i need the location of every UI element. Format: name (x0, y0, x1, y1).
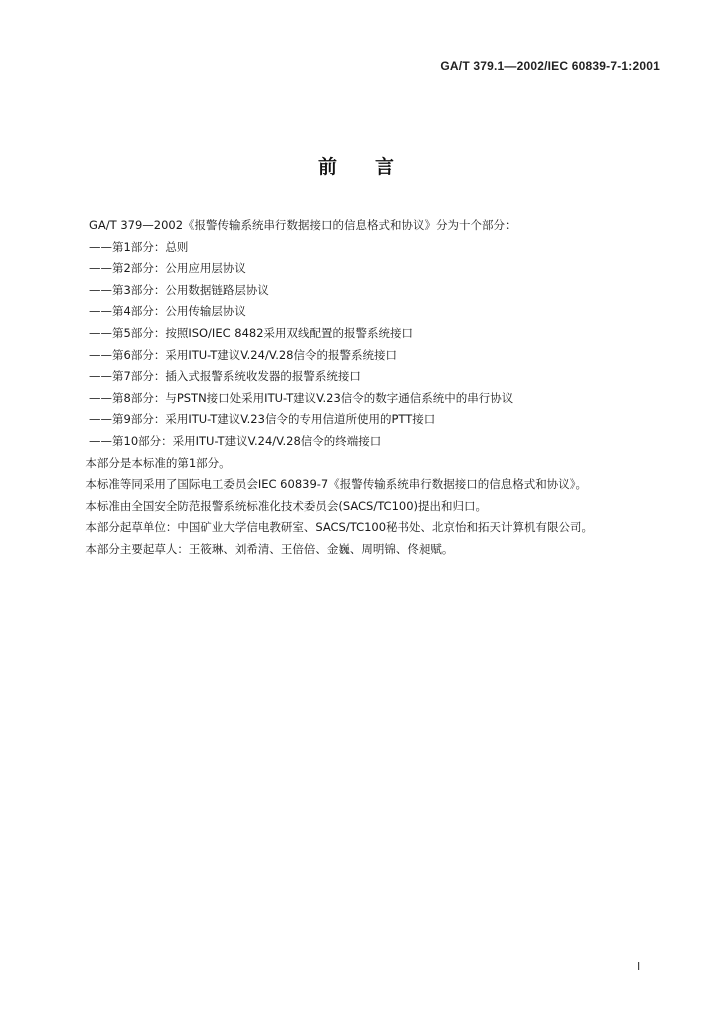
intro-paragraph: GA/T 379—2002《报警传输系统串行数据接口的信息格式和协议》分为十个部分： (89, 218, 517, 232)
parts-list (52, 237, 664, 453)
part-item-2: ——第2部分：公用应用层协议 (89, 261, 246, 276)
part-item-8: ——第8部分：与PSTN接口处采用ITU-T建议V.23信令的数字通信系统中的串行协议 (89, 390, 514, 405)
paragraph-part-statement: 本部分是本标准的第1部分。 (85, 455, 231, 470)
paragraph-drafting-units: 本部分起草单位：中国矿业大学信电教研室、SACS/TC100秘书处、北京怡和拓天计算机有限公司。 (85, 520, 594, 535)
part-item-1: ——第1部分：总则 (89, 239, 189, 254)
paragraph-drafters: 本部分主要起草人：王筱琳、刘希清、王倍倍、金巍、周明锦、佟昶赋。 (85, 541, 454, 556)
part-item-5: ——第5部分：按照ISO/IEC 8482采用双线配置的报警系统接口 (89, 325, 414, 340)
standard-number-header: GA/T 379.1—2002/IEC 60839-7-1:2001 (440, 59, 660, 73)
foreword-body (52, 215, 664, 561)
part-item-4: ——第4部分：公用传输层协议 (89, 304, 246, 319)
paragraph-proposer: 本标准由全国安全防范报警系统标准化技术委员会(SACS/TC100)提出和归口。 (85, 498, 488, 513)
page-number: I (637, 960, 641, 973)
part-item-10: ——第10部分：采用ITU-T建议V.24/V.28信令的终端接口 (89, 433, 382, 448)
part-item-6: ——第6部分：采用ITU-T建议V.24/V.28信令的报警系统接口 (89, 347, 397, 362)
page-title: 前言 (317, 156, 432, 178)
part-item-7: ——第7部分：插入式报警系统收发器的报警系统接口 (89, 369, 361, 384)
paragraph-adoption: 本标准等同采用了国际电工委员会IEC 60839-7《报警传输系统串行数据接口的信息格式和协议》。 (85, 477, 587, 492)
part-item-3: ——第3部分：公用数据链路层协议 (89, 282, 269, 297)
part-item-9: ——第9部分：采用ITU-T建议V.23信令的专用信道所使用的PTT接口 (89, 412, 436, 427)
